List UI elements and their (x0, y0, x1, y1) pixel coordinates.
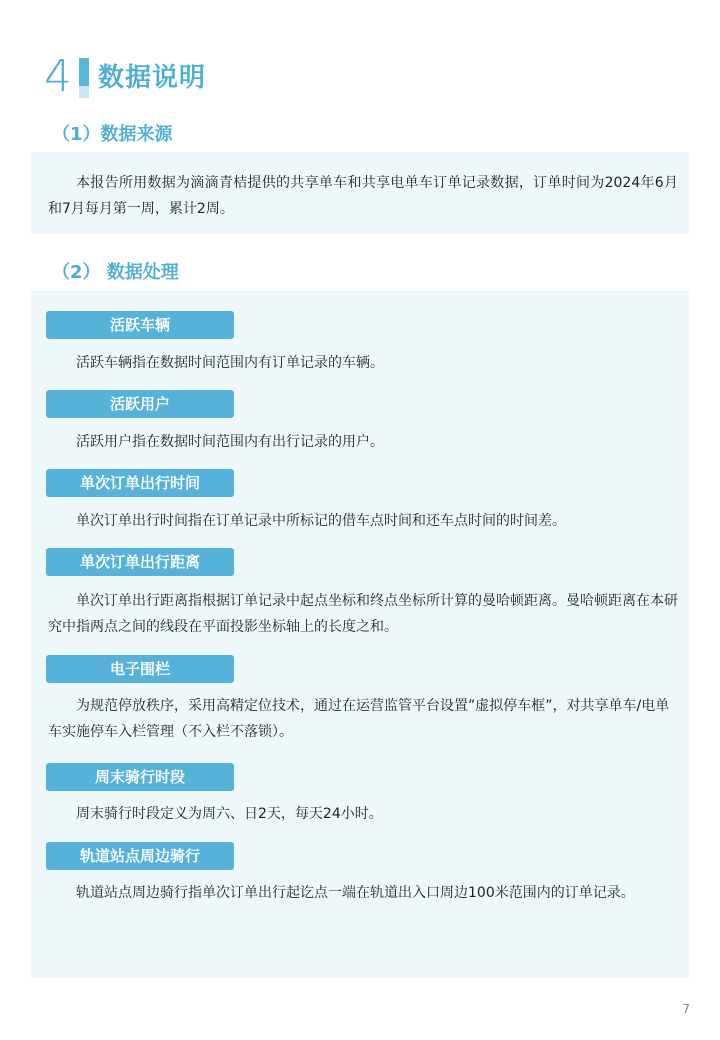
section-heading-data-processing: （2） 数据处理 (52, 262, 179, 283)
section-heading-data-source: （1）数据来源 (52, 124, 173, 145)
definition-weekend-riding: 周末骑行时段定义为周六、日2天，每天24小时。 (76, 806, 383, 822)
definition-geofence: 为规范停放秩序，采用高精定位技术，通过在运营监管平台设置”虚拟停车框”，对共享单车/电单车实施停车入栏管理（不入栏不落锁）。 (48, 698, 670, 740)
term-tag-active-vehicles: 活跃车辆 (46, 311, 234, 339)
data-source-paragraph: 本报告所用数据为滴滴青桔提供的共享单车和共享电单车订单记录数据，订单时间为2024年6月和7月每月第一周，累计2周。 (48, 175, 678, 217)
definition-active-users: 活跃用户指在数据时间范围内有出行记录的用户。 (76, 434, 384, 450)
chapter-number: 4 (44, 51, 72, 102)
chapter-title: 数据说明 (98, 63, 207, 93)
definition-trip-time: 单次订单出行时间指在订单记录中所标记的借车点时间和还车点时间的时间差。 (76, 513, 566, 529)
definition-trip-distance: 单次订单出行距离指根据订单记录中起点坐标和终点坐标所计算的曼哈顿距离。曼哈顿距离在本研究中指两点之间的线段在平面投影坐标轴上的长度之和。 (48, 593, 678, 635)
term-tag-metro-station-riding: 轨道站点周边骑行 (46, 842, 234, 870)
definition-metro-station-riding: 轨道站点周边骑行指单次订单出行起讫点一端在轨道出入口周边100米范围内的订单记录。 (76, 885, 635, 901)
definition-active-vehicles: 活跃车辆指在数据时间范围内有订单记录的车辆。 (76, 355, 384, 371)
page-number: 7 (682, 1002, 690, 1016)
term-tag-trip-distance: 单次订单出行距离 (46, 548, 234, 576)
term-tag-trip-time: 单次订单出行时间 (46, 469, 234, 497)
term-tag-weekend-riding: 周末骑行时段 (46, 763, 234, 791)
term-tag-geofence: 电子围栏 (46, 655, 234, 683)
term-tag-active-users: 活跃用户 (46, 390, 234, 418)
chapter-accent-bar-light (79, 86, 89, 98)
